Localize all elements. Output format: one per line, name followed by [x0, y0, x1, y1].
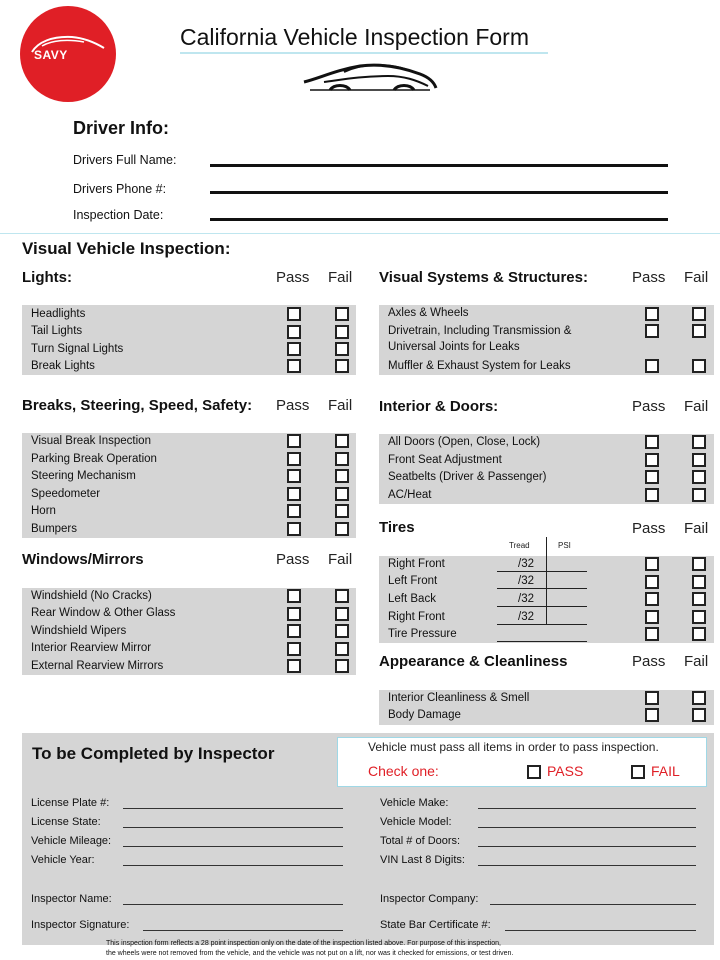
pass-checkbox[interactable]: [287, 325, 301, 339]
list-item: Tire Pressure: [388, 628, 457, 640]
list-item: Bumpers: [31, 523, 78, 535]
fail-checkbox[interactable]: [692, 557, 706, 571]
vehicle-year-label: Vehicle Year:: [31, 854, 95, 866]
visual-inspection-title: Visual Vehicle Inspection:: [22, 239, 231, 258]
fail-checkbox[interactable]: [335, 522, 349, 536]
driver-info-heading: Driver Info:: [73, 118, 170, 138]
fail-checkbox[interactable]: [335, 452, 349, 466]
fail-result-label: FAIL: [651, 763, 680, 779]
fail-checkbox[interactable]: [692, 691, 706, 705]
tire-line[interactable]: [497, 588, 587, 589]
fail-checkbox[interactable]: [692, 453, 706, 467]
title-underline: [180, 52, 548, 54]
pass-label: Pass: [632, 269, 666, 286]
systems-heading: Visual Systems & Structures:: [379, 269, 588, 286]
inspector-name-label: Inspector Name:: [31, 893, 112, 905]
list-item: External Rearview Mirrors: [31, 660, 164, 672]
vin-label: VIN Last 8 Digits:: [380, 854, 465, 866]
pass-label: Pass: [276, 269, 310, 286]
list-item: Steering Mechanism: [31, 470, 136, 482]
tire-line[interactable]: [497, 606, 587, 607]
list-item: Horn: [31, 505, 56, 517]
pass-checkbox[interactable]: [645, 307, 659, 321]
fail-result-checkbox[interactable]: [631, 765, 645, 779]
fail-checkbox[interactable]: [335, 589, 349, 603]
vehicle-year-line[interactable]: [123, 865, 343, 866]
pass-checkbox[interactable]: [287, 642, 301, 656]
tread-unit: /32: [518, 558, 534, 570]
pass-checkbox[interactable]: [645, 575, 659, 589]
pass-checkbox[interactable]: [645, 592, 659, 606]
vehicle-model-label: Vehicle Model:: [380, 816, 452, 828]
tread-unit: /32: [518, 593, 534, 605]
pass-checkbox[interactable]: [287, 624, 301, 638]
fail-checkbox[interactable]: [692, 627, 706, 641]
total-doors-label: Total # of Doors:: [380, 835, 461, 847]
list-item: Visual Break Inspection: [31, 435, 151, 447]
brakes-heading: Breaks, Steering, Speed, Safety:: [22, 397, 253, 414]
vehicle-make-label: Vehicle Make:: [380, 797, 449, 809]
inspector-signature-label: Inspector Signature:: [31, 919, 130, 931]
fail-checkbox[interactable]: [692, 435, 706, 449]
pass-checkbox[interactable]: [645, 488, 659, 502]
list-item: AC/Heat: [388, 489, 432, 501]
driver-phone-label: Drivers Phone #:: [73, 182, 167, 196]
pass-checkbox[interactable]: [287, 659, 301, 673]
inspector-title: To be Completed by Inspector: [32, 744, 275, 763]
fail-checkbox[interactable]: [692, 307, 706, 321]
fail-checkbox[interactable]: [692, 575, 706, 589]
form-title: California Vehicle Inspection Form: [180, 24, 529, 50]
fail-checkbox[interactable]: [335, 469, 349, 483]
list-item: Speedometer: [31, 488, 101, 500]
fail-checkbox[interactable]: [692, 324, 706, 338]
list-item: Windshield Wipers: [31, 625, 127, 637]
fail-checkbox[interactable]: [692, 359, 706, 373]
pass-checkbox[interactable]: [287, 607, 301, 621]
vin-line[interactable]: [478, 865, 696, 866]
fail-checkbox[interactable]: [692, 488, 706, 502]
pass-checkbox[interactable]: [287, 359, 301, 373]
fail-checkbox[interactable]: [335, 659, 349, 673]
pass-checkbox[interactable]: [645, 435, 659, 449]
pass-checkbox[interactable]: [645, 470, 659, 484]
fail-checkbox[interactable]: [692, 610, 706, 624]
list-item: Right Front: [388, 611, 445, 623]
notice-text: Vehicle must pass all items in order to pass inspection.: [368, 740, 659, 754]
pass-label: Pass: [632, 398, 666, 415]
pass-label: Pass: [632, 520, 666, 537]
tire-line[interactable]: [497, 624, 587, 625]
list-item: Seatbelts (Driver & Passenger): [388, 471, 547, 483]
list-item: Body Damage: [388, 709, 461, 721]
fail-label: Fail: [328, 397, 353, 414]
license-plate-line[interactable]: [123, 808, 343, 809]
fail-checkbox[interactable]: [692, 470, 706, 484]
list-item: Front Seat Adjustment: [388, 454, 502, 466]
fail-label: Fail: [328, 269, 353, 286]
license-state-line[interactable]: [123, 827, 343, 828]
fail-label: Fail: [328, 551, 353, 568]
psi-label: PSI: [558, 541, 571, 550]
list-item: Right Front: [388, 558, 445, 570]
list-item: Parking Break Operation: [31, 453, 157, 465]
pass-checkbox[interactable]: [645, 324, 659, 338]
tire-line[interactable]: [497, 641, 587, 642]
car-sketch-icon: [300, 60, 440, 96]
pass-checkbox[interactable]: [645, 359, 659, 373]
pass-checkbox[interactable]: [287, 342, 301, 356]
list-item: Break Lights: [31, 360, 95, 372]
pass-checkbox[interactable]: [645, 708, 659, 722]
pass-label: Pass: [632, 653, 666, 670]
pass-checkbox[interactable]: [287, 434, 301, 448]
pass-label: Pass: [276, 551, 310, 568]
pass-result-checkbox[interactable]: [527, 765, 541, 779]
list-item: Drivetrain, Including Transmission &: [388, 325, 572, 337]
windows-heading: Windows/Mirrors: [22, 551, 144, 568]
list-item: Muffler & Exhaust System for Leaks: [388, 360, 571, 372]
inspection-date-line[interactable]: [210, 218, 668, 221]
pass-checkbox[interactable]: [287, 487, 301, 501]
fail-checkbox[interactable]: [335, 359, 349, 373]
pass-checkbox[interactable]: [287, 452, 301, 466]
pass-checkbox[interactable]: [645, 627, 659, 641]
fail-checkbox[interactable]: [335, 434, 349, 448]
tread-unit: /32: [518, 611, 534, 623]
pass-checkbox[interactable]: [645, 610, 659, 624]
vehicle-mileage-line[interactable]: [123, 846, 343, 847]
driver-phone-line[interactable]: [210, 191, 668, 194]
list-item: Interior Cleanliness & Smell: [388, 692, 530, 704]
inspector-signature-line[interactable]: [143, 930, 343, 931]
fail-checkbox[interactable]: [335, 307, 349, 321]
license-state-label: License State:: [31, 816, 101, 828]
fail-checkbox[interactable]: [335, 487, 349, 501]
tires-heading: Tires: [379, 519, 415, 536]
fail-label: Fail: [684, 398, 709, 415]
list-item: Universal Joints for Leaks: [388, 341, 520, 353]
pass-checkbox[interactable]: [645, 557, 659, 571]
fail-checkbox[interactable]: [692, 592, 706, 606]
check-one-label: Check one:: [368, 763, 439, 779]
fail-checkbox[interactable]: [335, 624, 349, 638]
vehicle-mileage-label: Vehicle Mileage:: [31, 835, 112, 847]
tread-label: Tread: [509, 541, 530, 550]
fail-label: Fail: [684, 520, 709, 537]
driver-name-line[interactable]: [210, 164, 668, 167]
list-item: Windshield (No Cracks): [31, 590, 152, 602]
fail-checkbox[interactable]: [335, 642, 349, 656]
savy-logo: [20, 6, 116, 102]
tread-psi-divider: [546, 537, 547, 625]
pass-checkbox[interactable]: [645, 453, 659, 467]
driver-name-label: Drivers Full Name:: [73, 153, 177, 167]
interior-heading: Interior & Doors:: [379, 398, 499, 415]
appearance-heading: Appearance & Cleanliness: [379, 653, 568, 670]
inspector-company-line[interactable]: [490, 904, 696, 905]
tread-unit: /32: [518, 575, 534, 587]
pass-result-label: PASS: [547, 763, 584, 779]
list-item: Interior Rearview Mirror: [31, 642, 152, 654]
list-item: Headlights: [31, 308, 86, 320]
list-item: Left Front: [388, 575, 438, 587]
pass-checkbox[interactable]: [287, 522, 301, 536]
fail-checkbox[interactable]: [335, 325, 349, 339]
vehicle-model-line[interactable]: [478, 827, 696, 828]
footer-disclaimer-2: the wheels were not removed from the vehicle, and the vehicle was not put on a lift, nor was it checked for emissions, or test driven.: [106, 950, 514, 957]
pass-checkbox[interactable]: [287, 307, 301, 321]
pass-checkbox[interactable]: [287, 469, 301, 483]
list-item: Tail Lights: [31, 325, 83, 337]
section-divider: [0, 233, 720, 234]
list-item: All Doors (Open, Close, Lock): [388, 436, 541, 448]
lights-heading: Lights:: [22, 269, 72, 286]
state-bar-line[interactable]: [505, 930, 696, 931]
license-plate-label: License Plate #:: [31, 797, 110, 809]
inspection-date-label: Inspection Date:: [73, 208, 164, 222]
list-item: Axles & Wheels: [388, 307, 469, 319]
pass-label: Pass: [276, 397, 310, 414]
logo-text: SAVY: [34, 48, 68, 62]
inspector-name-line[interactable]: [123, 904, 343, 905]
fail-checkbox[interactable]: [692, 708, 706, 722]
fail-checkbox[interactable]: [335, 504, 349, 518]
pass-checkbox[interactable]: [645, 691, 659, 705]
list-item: Left Back: [388, 593, 436, 605]
state-bar-label: State Bar Certificate #:: [380, 919, 491, 931]
fail-checkbox[interactable]: [335, 342, 349, 356]
tire-line[interactable]: [497, 571, 587, 572]
total-doors-line[interactable]: [478, 846, 696, 847]
footer-disclaimer-1: This inspection form reflects a 28 point inspection only on the date of the inspection listed above. For purpose of this inspection,: [106, 940, 501, 947]
fail-label: Fail: [684, 653, 709, 670]
fail-checkbox[interactable]: [335, 607, 349, 621]
fail-label: Fail: [684, 269, 709, 286]
pass-checkbox[interactable]: [287, 504, 301, 518]
pass-checkbox[interactable]: [287, 589, 301, 603]
list-item: Turn Signal Lights: [31, 343, 124, 355]
vehicle-make-line[interactable]: [478, 808, 696, 809]
list-item: Rear Window & Other Glass: [31, 607, 176, 619]
inspector-company-label: Inspector Company:: [380, 893, 479, 905]
